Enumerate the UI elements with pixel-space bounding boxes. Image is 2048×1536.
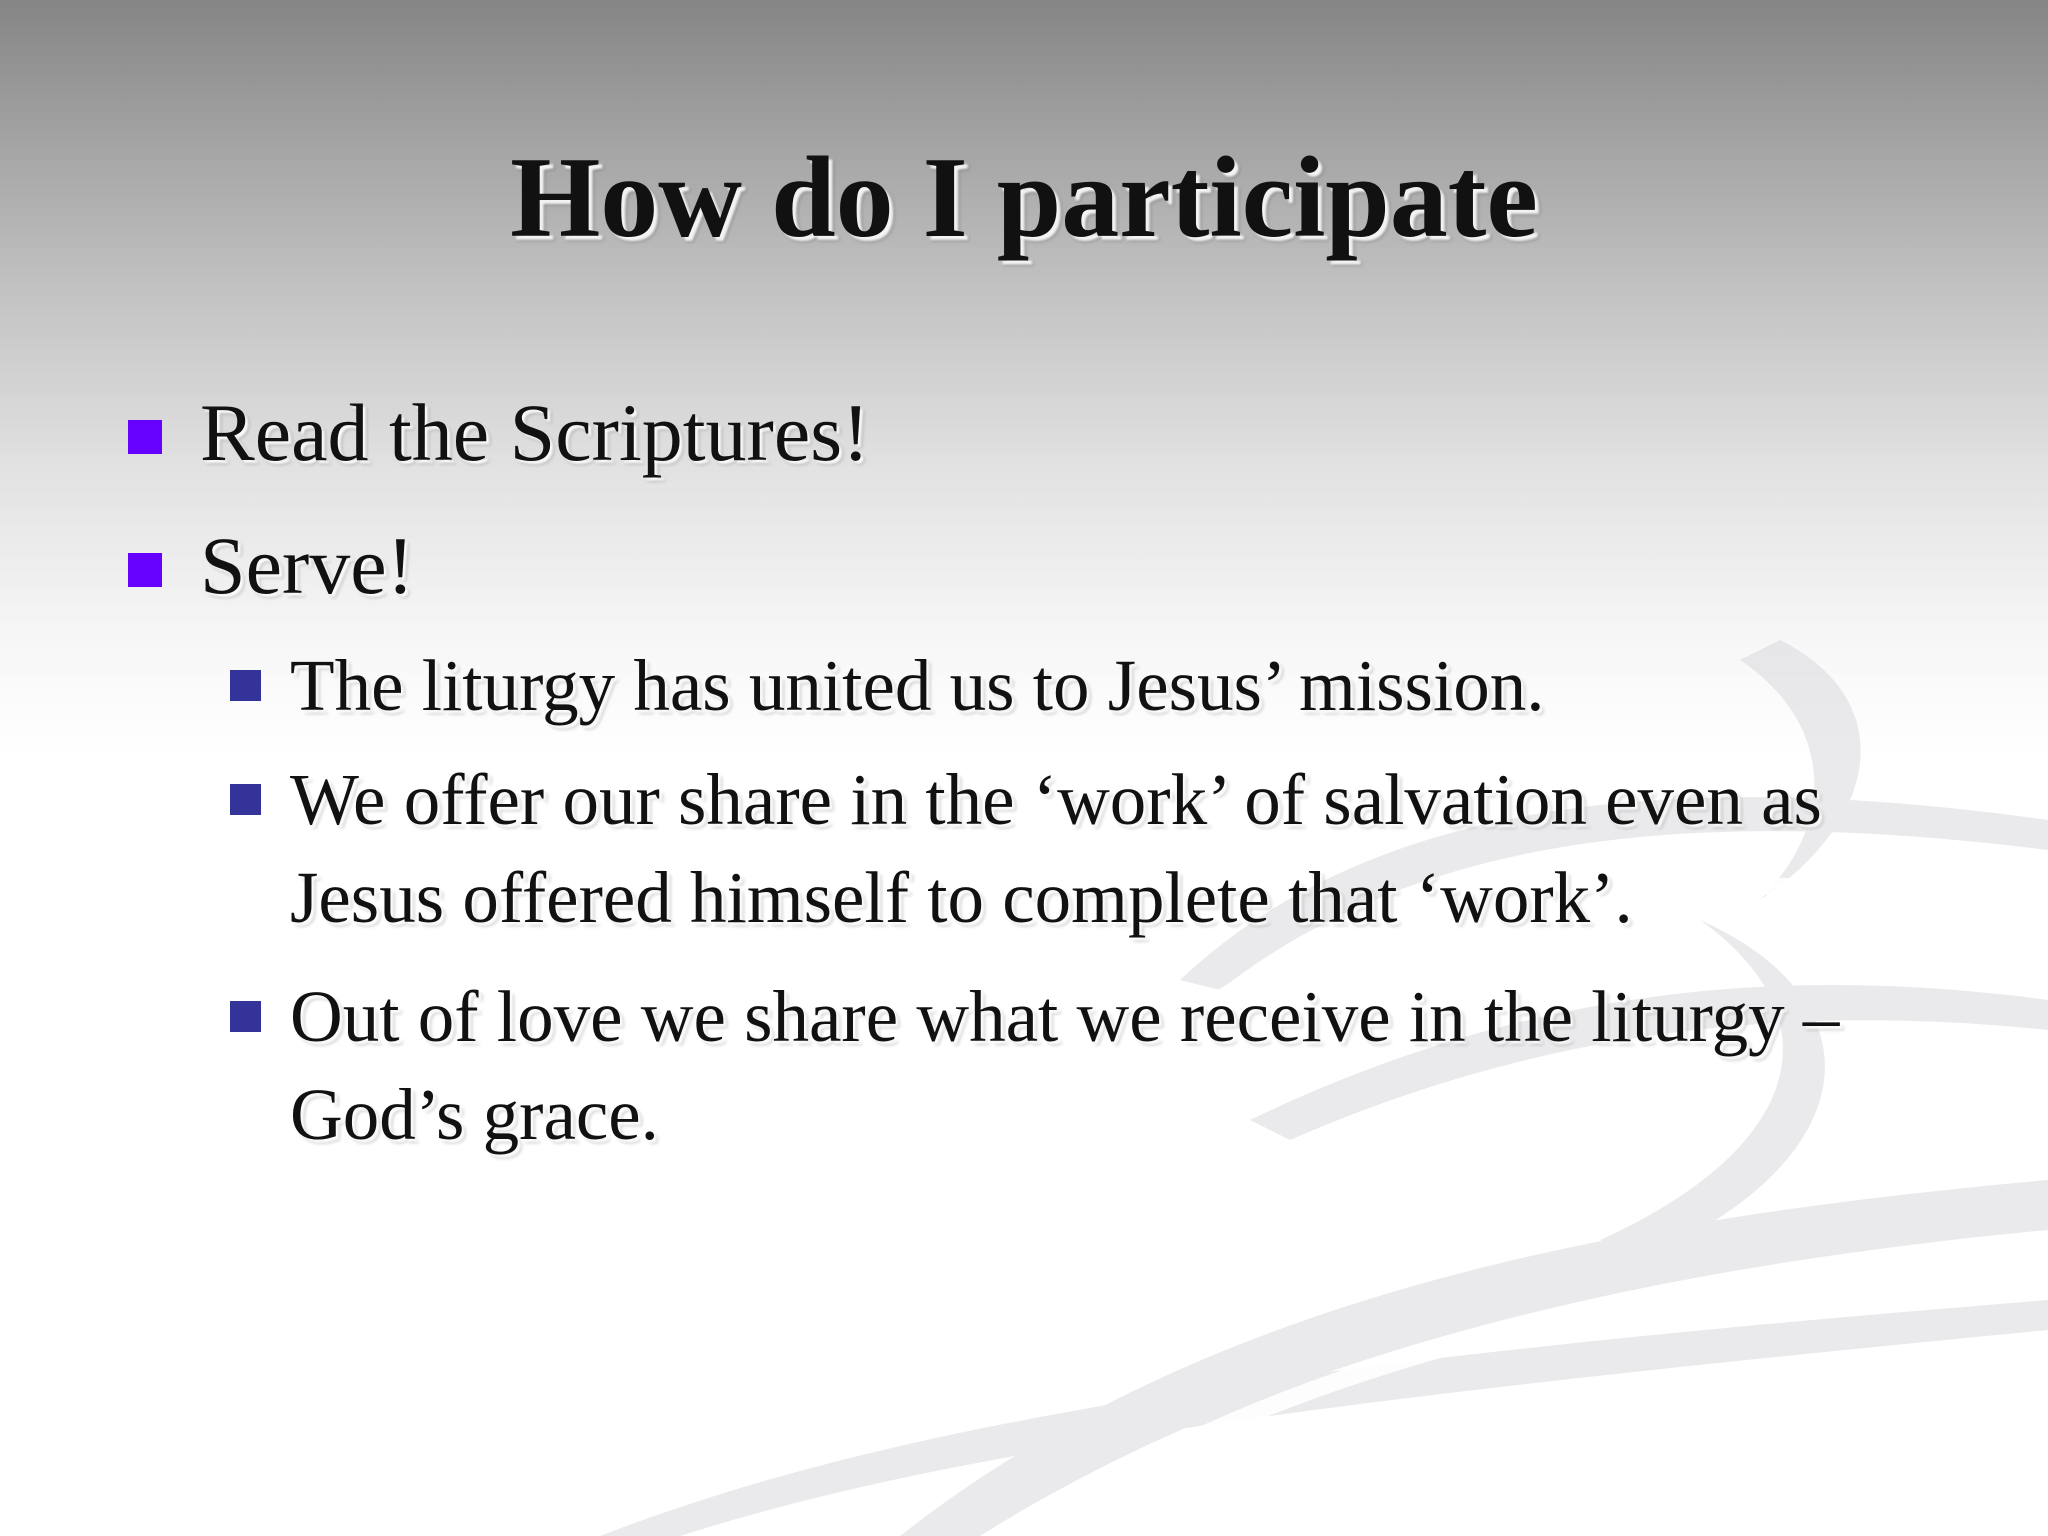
slide-title: How do I participate [510,134,1538,262]
bullet-item-serve [200,516,1900,616]
square-bullet-icon [128,553,162,587]
sub-bullet-item-liturgy-mission [290,637,1930,735]
square-bullet-icon [230,1001,261,1032]
bullet-text: Serve! [200,520,415,611]
bullet-text: Out of love we share what we receive in the liturgy – God’s grace. [290,976,1840,1155]
square-bullet-icon [230,784,261,815]
square-bullet-icon [230,670,261,701]
square-bullet-icon [128,420,162,454]
bullet-text: The liturgy has united us to Jesus’ mission. [290,645,1545,726]
bullet-item-read-scriptures [200,383,1900,483]
sub-bullet-item-share-grace [290,968,1930,1164]
bullet-text: We offer our share in the ‘work’ of salvation even as Jesus offered himself to complete that ‘work’. [290,759,1822,938]
sub-bullet-item-offer-share [290,751,1930,947]
bullet-text: Read the Scriptures! [200,387,870,478]
